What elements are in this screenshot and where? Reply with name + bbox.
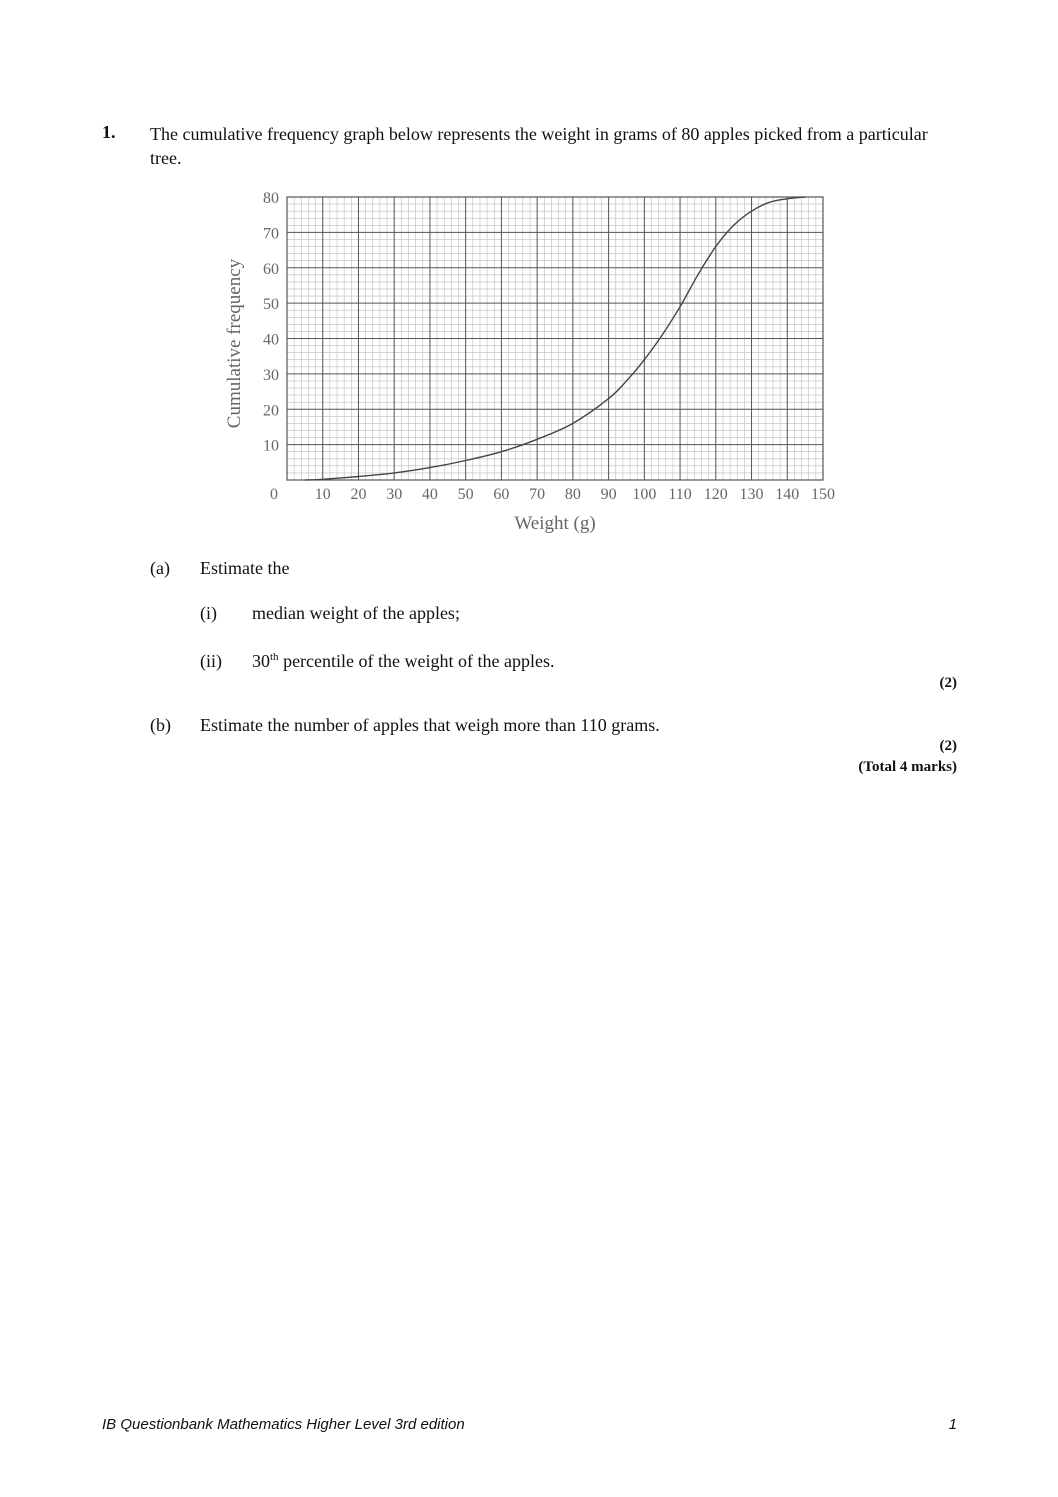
- part-a-ii-superscript: th: [270, 651, 279, 663]
- question-stem: The cumulative frequency graph below represents the weight in grams of 80 apples picked from a particular tree.: [150, 124, 928, 168]
- y-tick-label: 10: [263, 437, 279, 455]
- x-tick-label: 130: [739, 486, 764, 503]
- x-tick-label: 70: [529, 486, 546, 503]
- x-axis-label: Weight (g): [514, 513, 596, 534]
- y-tick-label: 50: [263, 296, 279, 314]
- total-marks: (Total 4 marks): [858, 759, 957, 775]
- origin-label: 0: [270, 486, 278, 503]
- x-axis-tick-labels: [315, 486, 835, 503]
- part-b-text: Estimate the number of apples that weigh more than 110 grams.: [200, 715, 660, 735]
- y-axis-tick-labels: [263, 190, 279, 455]
- x-tick-label: 100: [632, 486, 657, 503]
- x-tick-label: 10: [314, 486, 331, 503]
- part-a-ii-text: [252, 651, 554, 672]
- cumulative-frequency-chart: [0, 0, 1058, 560]
- part-b-label: (b): [150, 715, 171, 735]
- y-tick-label: 60: [263, 260, 279, 278]
- y-axis-label: Cumulative frequency: [224, 258, 245, 429]
- footer-page-number: 1: [948, 1416, 957, 1433]
- part-a-ii-number: 30: [252, 651, 270, 671]
- x-tick-label: 50: [457, 486, 474, 503]
- y-tick-label: 20: [263, 402, 279, 420]
- y-tick-label: 80: [263, 190, 279, 207]
- part-a-i-label: (i): [200, 603, 217, 623]
- x-tick-label: 40: [421, 486, 438, 503]
- part-a-marks: (2): [939, 675, 957, 691]
- part-a-i-text: median weight of the apples;: [252, 603, 460, 623]
- x-tick-label: 80: [564, 486, 581, 503]
- x-tick-label: 140: [775, 486, 800, 503]
- x-tick-label: 110: [668, 486, 692, 503]
- part-b-marks: (2): [939, 738, 957, 754]
- x-tick-label: 120: [703, 486, 728, 503]
- x-tick-label: 60: [493, 486, 510, 503]
- footer-source: IB Questionbank Mathematics Higher Level 3rd edition: [102, 1416, 465, 1433]
- question-number: 1.: [102, 122, 116, 142]
- y-tick-label: 70: [263, 225, 279, 243]
- part-a-label: (a): [150, 558, 170, 578]
- part-a-ii-rest: percentile of the weight of the apples.: [278, 651, 555, 671]
- part-a-ii-label: (ii): [200, 651, 222, 671]
- part-a-text: Estimate the: [200, 558, 290, 578]
- y-tick-label: 40: [263, 331, 279, 349]
- x-tick-label: 30: [386, 486, 403, 503]
- x-tick-label: 150: [811, 486, 835, 503]
- x-tick-label: 20: [350, 486, 367, 503]
- y-tick-label: 30: [263, 366, 279, 384]
- x-tick-label: 90: [600, 486, 617, 503]
